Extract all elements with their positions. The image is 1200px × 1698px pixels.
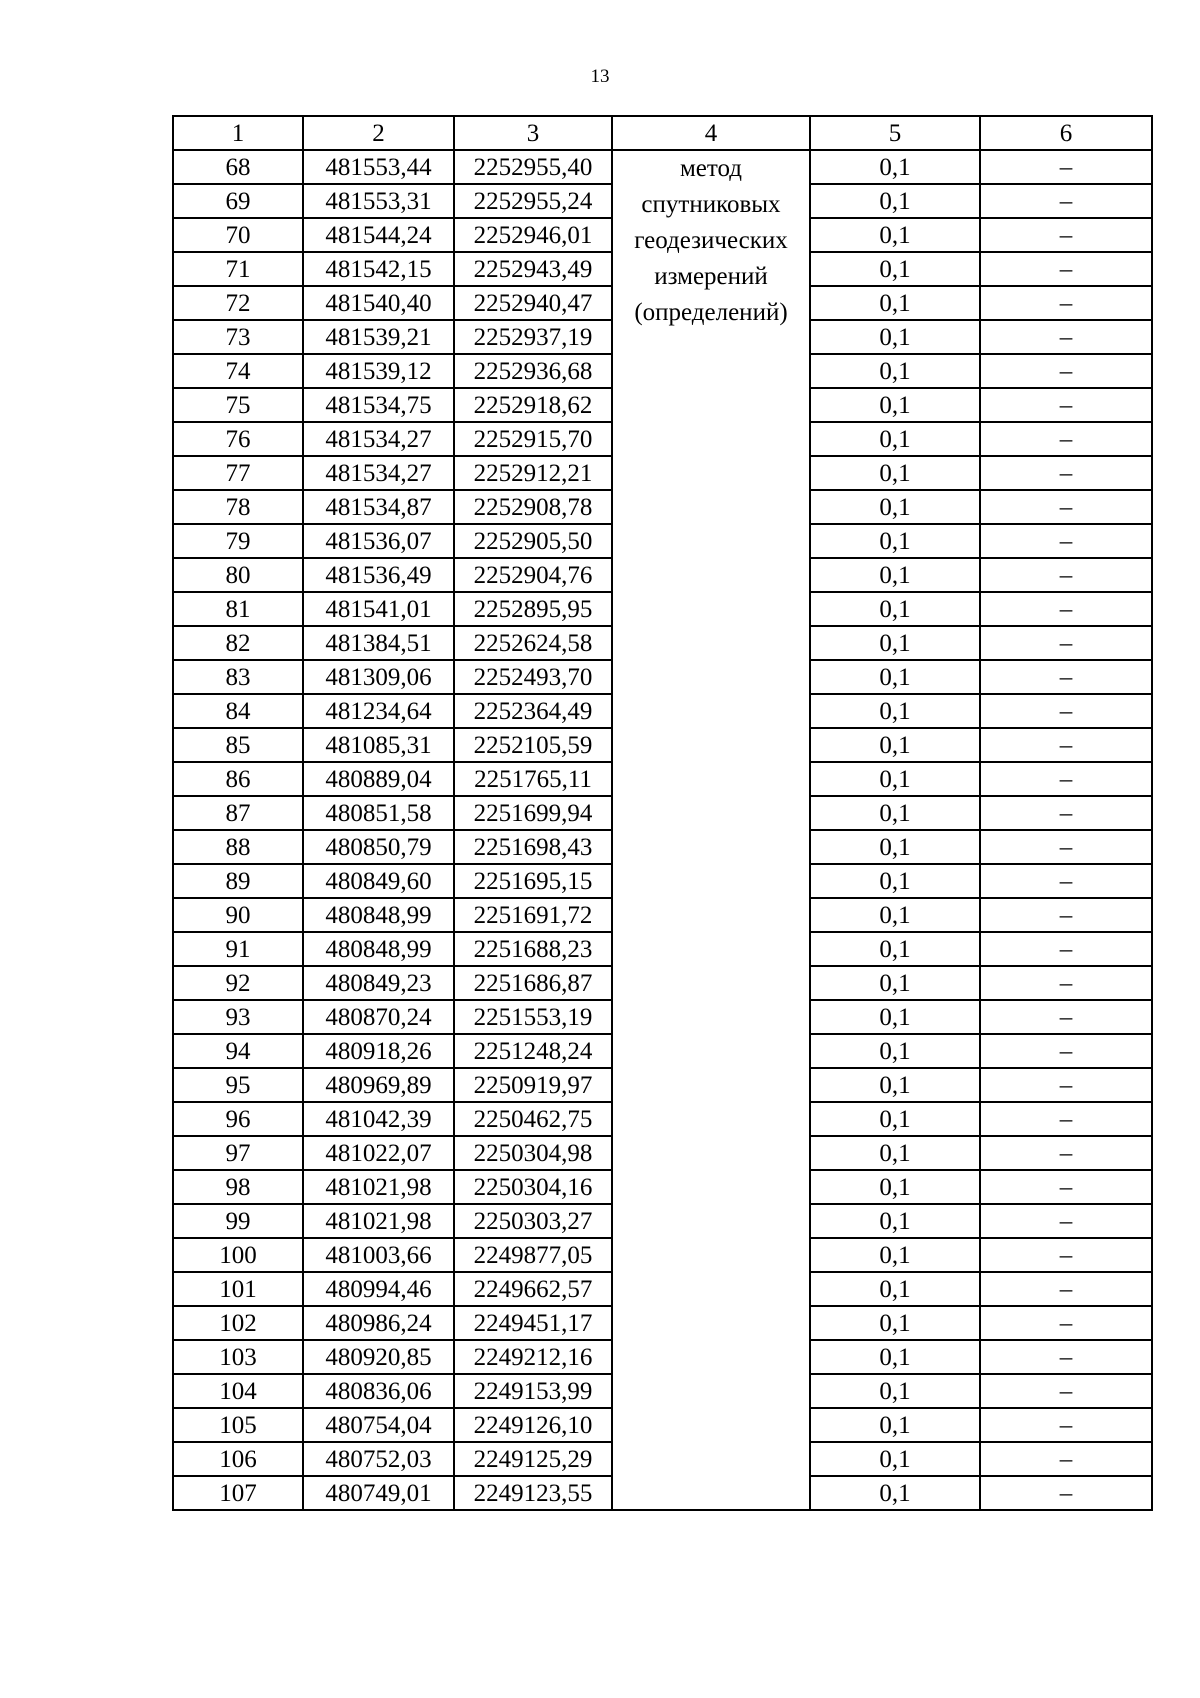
accuracy-cell: 0,1: [810, 932, 980, 966]
x-coordinate-cell: 481534,87: [303, 490, 454, 524]
accuracy-cell: 0,1: [810, 388, 980, 422]
x-coordinate-cell: 480969,89: [303, 1068, 454, 1102]
accuracy-cell: 0,1: [810, 1272, 980, 1306]
point-number-cell: 69: [173, 184, 303, 218]
x-coordinate-cell: 481539,12: [303, 354, 454, 388]
extra-cell: –: [980, 898, 1152, 932]
x-coordinate-cell: 481540,40: [303, 286, 454, 320]
y-coordinate-cell: 2251698,43: [454, 830, 612, 864]
accuracy-cell: 0,1: [810, 898, 980, 932]
extra-cell: –: [980, 422, 1152, 456]
method-text-line: измерений: [654, 263, 768, 290]
x-coordinate-cell: 481542,15: [303, 252, 454, 286]
x-coordinate-cell: 481021,98: [303, 1204, 454, 1238]
x-coordinate-cell: 481541,01: [303, 592, 454, 626]
accuracy-cell: 0,1: [810, 184, 980, 218]
y-coordinate-cell: 2252908,78: [454, 490, 612, 524]
y-coordinate-cell: 2252940,47: [454, 286, 612, 320]
x-coordinate-cell: 480889,04: [303, 762, 454, 796]
accuracy-cell: 0,1: [810, 1136, 980, 1170]
point-number-cell: 87: [173, 796, 303, 830]
x-coordinate-cell: 480752,03: [303, 1442, 454, 1476]
point-number-cell: 84: [173, 694, 303, 728]
point-number-cell: 89: [173, 864, 303, 898]
y-coordinate-cell: 2249125,29: [454, 1442, 612, 1476]
y-coordinate-cell: 2252955,24: [454, 184, 612, 218]
y-coordinate-cell: 2251695,15: [454, 864, 612, 898]
extra-cell: –: [980, 218, 1152, 252]
point-number-cell: 88: [173, 830, 303, 864]
point-number-cell: 90: [173, 898, 303, 932]
x-coordinate-cell: 481553,44: [303, 150, 454, 184]
point-number-cell: 83: [173, 660, 303, 694]
accuracy-cell: 0,1: [810, 1068, 980, 1102]
accuracy-cell: 0,1: [810, 1238, 980, 1272]
accuracy-cell: 0,1: [810, 524, 980, 558]
table-header-row: [173, 116, 1152, 150]
extra-cell: –: [980, 1000, 1152, 1034]
point-number-cell: 78: [173, 490, 303, 524]
x-coordinate-cell: 480994,46: [303, 1272, 454, 1306]
x-coordinate-cell: 481042,39: [303, 1102, 454, 1136]
y-coordinate-cell: 2249662,57: [454, 1272, 612, 1306]
point-number-cell: 98: [173, 1170, 303, 1204]
accuracy-cell: 0,1: [810, 1204, 980, 1238]
point-number-cell: 94: [173, 1034, 303, 1068]
page-number: 13: [590, 66, 610, 87]
extra-cell: –: [980, 932, 1152, 966]
y-coordinate-cell: 2252624,58: [454, 626, 612, 660]
y-coordinate-cell: 2252937,19: [454, 320, 612, 354]
y-coordinate-cell: 2249153,99: [454, 1374, 612, 1408]
extra-cell: –: [980, 1034, 1152, 1068]
extra-cell: –: [980, 1170, 1152, 1204]
accuracy-cell: 0,1: [810, 762, 980, 796]
point-number-cell: 100: [173, 1238, 303, 1272]
method-text-line: спутниковых: [641, 191, 781, 218]
point-number-cell: 106: [173, 1442, 303, 1476]
accuracy-cell: 0,1: [810, 864, 980, 898]
point-number-cell: 72: [173, 286, 303, 320]
extra-cell: –: [980, 524, 1152, 558]
x-coordinate-cell: 481022,07: [303, 1136, 454, 1170]
extra-cell: –: [980, 150, 1152, 184]
y-coordinate-cell: 2250304,98: [454, 1136, 612, 1170]
x-coordinate-cell: 480920,85: [303, 1340, 454, 1374]
point-number-cell: 71: [173, 252, 303, 286]
accuracy-cell: 0,1: [810, 286, 980, 320]
extra-cell: –: [980, 184, 1152, 218]
x-coordinate-cell: 480870,24: [303, 1000, 454, 1034]
y-coordinate-cell: 2250303,27: [454, 1204, 612, 1238]
extra-cell: –: [980, 320, 1152, 354]
x-coordinate-cell: 480848,99: [303, 898, 454, 932]
extra-cell: –: [980, 762, 1152, 796]
accuracy-cell: 0,1: [810, 1476, 980, 1510]
point-number-cell: 99: [173, 1204, 303, 1238]
point-number-cell: 75: [173, 388, 303, 422]
extra-cell: –: [980, 1408, 1152, 1442]
coordinates-table: [172, 115, 1153, 1511]
y-coordinate-cell: 2251691,72: [454, 898, 612, 932]
accuracy-cell: 0,1: [810, 422, 980, 456]
y-coordinate-cell: 2252955,40: [454, 150, 612, 184]
extra-cell: –: [980, 1476, 1152, 1510]
extra-cell: –: [980, 1306, 1152, 1340]
extra-cell: –: [980, 1204, 1152, 1238]
x-coordinate-cell: 481003,66: [303, 1238, 454, 1272]
x-coordinate-cell: 480849,23: [303, 966, 454, 1000]
accuracy-cell: 0,1: [810, 1306, 980, 1340]
x-coordinate-cell: 481536,49: [303, 558, 454, 592]
y-coordinate-cell: 2251699,94: [454, 796, 612, 830]
y-coordinate-cell: 2249212,16: [454, 1340, 612, 1374]
accuracy-cell: 0,1: [810, 1374, 980, 1408]
table-body: [173, 150, 1152, 1510]
y-coordinate-cell: 2250919,97: [454, 1068, 612, 1102]
y-coordinate-cell: 2251553,19: [454, 1000, 612, 1034]
extra-cell: –: [980, 286, 1152, 320]
point-number-cell: 70: [173, 218, 303, 252]
accuracy-cell: 0,1: [810, 490, 980, 524]
accuracy-cell: 0,1: [810, 558, 980, 592]
point-number-cell: 73: [173, 320, 303, 354]
method-text-line: метод: [679, 155, 742, 182]
x-coordinate-cell: 481085,31: [303, 728, 454, 762]
point-number-cell: 68: [173, 150, 303, 184]
point-number-cell: 76: [173, 422, 303, 456]
point-number-cell: 81: [173, 592, 303, 626]
extra-cell: –: [980, 660, 1152, 694]
y-coordinate-cell: 2249123,55: [454, 1476, 612, 1510]
point-number-cell: 93: [173, 1000, 303, 1034]
accuracy-cell: 0,1: [810, 1000, 980, 1034]
x-coordinate-cell: 480848,99: [303, 932, 454, 966]
point-number-cell: 82: [173, 626, 303, 660]
y-coordinate-cell: 2249451,17: [454, 1306, 612, 1340]
extra-cell: –: [980, 1374, 1152, 1408]
point-number-cell: 97: [173, 1136, 303, 1170]
extra-cell: –: [980, 490, 1152, 524]
point-number-cell: 91: [173, 932, 303, 966]
x-coordinate-cell: 481234,64: [303, 694, 454, 728]
extra-cell: –: [980, 728, 1152, 762]
accuracy-cell: 0,1: [810, 1340, 980, 1374]
x-coordinate-cell: 480850,79: [303, 830, 454, 864]
y-coordinate-cell: 2252912,21: [454, 456, 612, 490]
accuracy-cell: 0,1: [810, 592, 980, 626]
point-number-cell: 103: [173, 1340, 303, 1374]
y-coordinate-cell: 2252364,49: [454, 694, 612, 728]
y-coordinate-cell: 2252105,59: [454, 728, 612, 762]
extra-cell: –: [980, 354, 1152, 388]
x-coordinate-cell: 480851,58: [303, 796, 454, 830]
accuracy-cell: 0,1: [810, 456, 980, 490]
method-text-line: геодезических: [634, 227, 788, 254]
extra-cell: –: [980, 1340, 1152, 1374]
x-coordinate-cell: 480749,01: [303, 1476, 454, 1510]
point-number-cell: 95: [173, 1068, 303, 1102]
accuracy-cell: 0,1: [810, 218, 980, 252]
point-number-cell: 105: [173, 1408, 303, 1442]
x-coordinate-cell: 481534,75: [303, 388, 454, 422]
y-coordinate-cell: 2252905,50: [454, 524, 612, 558]
accuracy-cell: 0,1: [810, 354, 980, 388]
point-number-cell: 77: [173, 456, 303, 490]
y-coordinate-cell: 2251248,24: [454, 1034, 612, 1068]
x-coordinate-cell: 480754,04: [303, 1408, 454, 1442]
header-cell-3: 3: [454, 116, 612, 150]
header-cell-2: 2: [303, 116, 454, 150]
y-coordinate-cell: 2252493,70: [454, 660, 612, 694]
y-coordinate-cell: 2249877,05: [454, 1238, 612, 1272]
accuracy-cell: 0,1: [810, 1442, 980, 1476]
point-number-cell: 74: [173, 354, 303, 388]
y-coordinate-cell: 2252946,01: [454, 218, 612, 252]
x-coordinate-cell: 481544,24: [303, 218, 454, 252]
x-coordinate-cell: 481553,31: [303, 184, 454, 218]
x-coordinate-cell: 481539,21: [303, 320, 454, 354]
accuracy-cell: 0,1: [810, 660, 980, 694]
extra-cell: –: [980, 592, 1152, 626]
accuracy-cell: 0,1: [810, 1034, 980, 1068]
extra-cell: –: [980, 1442, 1152, 1476]
extra-cell: –: [980, 830, 1152, 864]
point-number-cell: 79: [173, 524, 303, 558]
extra-cell: –: [980, 864, 1152, 898]
accuracy-cell: 0,1: [810, 252, 980, 286]
header-cell-1: 1: [173, 116, 303, 150]
point-number-cell: 85: [173, 728, 303, 762]
extra-cell: –: [980, 252, 1152, 286]
accuracy-cell: 0,1: [810, 694, 980, 728]
extra-cell: –: [980, 558, 1152, 592]
x-coordinate-cell: 481534,27: [303, 422, 454, 456]
accuracy-cell: 0,1: [810, 626, 980, 660]
y-coordinate-cell: 2250304,16: [454, 1170, 612, 1204]
extra-cell: –: [980, 626, 1152, 660]
x-coordinate-cell: 480849,60: [303, 864, 454, 898]
accuracy-cell: 0,1: [810, 150, 980, 184]
y-coordinate-cell: 2249126,10: [454, 1408, 612, 1442]
extra-cell: –: [980, 1238, 1152, 1272]
y-coordinate-cell: 2252915,70: [454, 422, 612, 456]
x-coordinate-cell: 481534,27: [303, 456, 454, 490]
y-coordinate-cell: 2252918,62: [454, 388, 612, 422]
accuracy-cell: 0,1: [810, 320, 980, 354]
y-coordinate-cell: 2252904,76: [454, 558, 612, 592]
y-coordinate-cell: 2251765,11: [454, 762, 612, 796]
accuracy-cell: 0,1: [810, 1102, 980, 1136]
x-coordinate-cell: 480836,06: [303, 1374, 454, 1408]
extra-cell: –: [980, 388, 1152, 422]
point-number-cell: 86: [173, 762, 303, 796]
point-number-cell: 96: [173, 1102, 303, 1136]
accuracy-cell: 0,1: [810, 728, 980, 762]
accuracy-cell: 0,1: [810, 1170, 980, 1204]
extra-cell: –: [980, 966, 1152, 1000]
y-coordinate-cell: 2251686,87: [454, 966, 612, 1000]
header-cell-5: 5: [810, 116, 980, 150]
extra-cell: –: [980, 1272, 1152, 1306]
accuracy-cell: 0,1: [810, 796, 980, 830]
point-number-cell: 92: [173, 966, 303, 1000]
y-coordinate-cell: 2251688,23: [454, 932, 612, 966]
x-coordinate-cell: 481536,07: [303, 524, 454, 558]
point-number-cell: 101: [173, 1272, 303, 1306]
y-coordinate-cell: 2252895,95: [454, 592, 612, 626]
x-coordinate-cell: 481384,51: [303, 626, 454, 660]
point-number-cell: 102: [173, 1306, 303, 1340]
accuracy-cell: 0,1: [810, 1408, 980, 1442]
extra-cell: –: [980, 456, 1152, 490]
y-coordinate-cell: 2250462,75: [454, 1102, 612, 1136]
point-number-cell: 80: [173, 558, 303, 592]
x-coordinate-cell: 481309,06: [303, 660, 454, 694]
extra-cell: –: [980, 694, 1152, 728]
header-cell-6: 6: [980, 116, 1152, 150]
table-row: [173, 150, 1152, 184]
x-coordinate-cell: 480918,26: [303, 1034, 454, 1068]
accuracy-cell: 0,1: [810, 966, 980, 1000]
extra-cell: –: [980, 1102, 1152, 1136]
point-number-cell: 107: [173, 1476, 303, 1510]
point-number-cell: 104: [173, 1374, 303, 1408]
header-cell-4: 4: [612, 116, 810, 150]
extra-cell: –: [980, 1068, 1152, 1102]
extra-cell: –: [980, 1136, 1152, 1170]
accuracy-cell: 0,1: [810, 830, 980, 864]
method-text-line: (определений): [634, 299, 788, 326]
y-coordinate-cell: 2252936,68: [454, 354, 612, 388]
method-cell: [612, 150, 810, 1510]
extra-cell: –: [980, 796, 1152, 830]
y-coordinate-cell: 2252943,49: [454, 252, 612, 286]
x-coordinate-cell: 480986,24: [303, 1306, 454, 1340]
x-coordinate-cell: 481021,98: [303, 1170, 454, 1204]
